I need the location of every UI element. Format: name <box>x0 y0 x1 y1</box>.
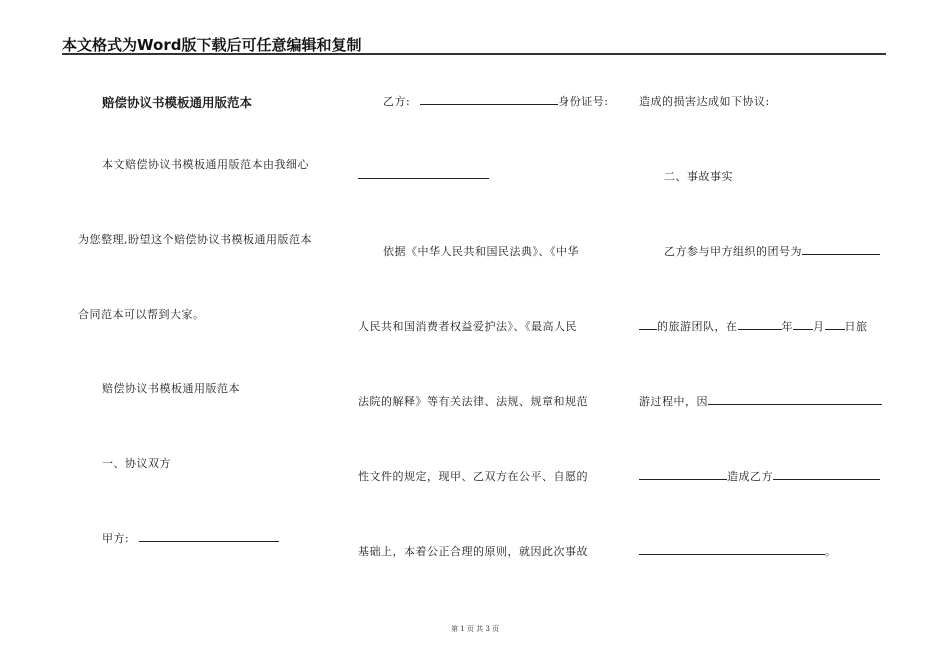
legal-basis-line-5: 基础上，本着公正合理的原则，就因此次事故 <box>358 545 588 558</box>
legal-basis-line-2: 人民共和国消费者权益爱护法》、《最高人民 <box>358 320 577 333</box>
year-blank <box>738 318 782 330</box>
cause-row <box>639 393 882 409</box>
intro-line-3: 合同范本可以帮到大家。 <box>78 308 205 321</box>
damage-blank <box>773 468 880 480</box>
intro-line-1: 本文赔偿协议书模板通用版范本由我细心 <box>102 158 309 171</box>
id-number-blank <box>358 178 489 179</box>
day-blank <box>825 318 845 330</box>
damage-cause-blank <box>639 468 727 480</box>
tour-team-blank <box>639 318 657 330</box>
damage-detail-row <box>639 543 837 559</box>
intro-line-2: 为您整理,盼望这个赔偿协议书模板通用版范本 <box>78 233 312 246</box>
subtitle: 赔偿协议书模板通用版范本 <box>102 382 240 395</box>
legal-basis-line-1: 依据《中华人民共和国民法典》、《中华 <box>383 245 579 258</box>
damage-label: 造成乙方 <box>727 470 773 483</box>
id-number-label: 身份证号: <box>558 95 609 108</box>
damage-detail-blank <box>639 543 825 555</box>
legal-basis-line-4: 性文件的规定，现甲、乙双方在公平、自愿的 <box>358 470 588 483</box>
document-title: 赔偿协议书模板通用版范本 <box>102 95 253 110</box>
month-label: 月 <box>813 320 825 333</box>
document-header: 本文格式为Word版下载后可任意编辑和复制 <box>62 36 362 54</box>
tour-group-blank <box>802 243 880 255</box>
party-a-blank <box>139 530 279 542</box>
section-heading-facts: 二、事故事实 <box>664 170 733 183</box>
damage-detail-end: 。 <box>825 545 837 558</box>
agreement-intro-line: 造成的损害达成如下协议: <box>639 95 770 108</box>
tour-group-row <box>664 243 880 259</box>
tour-team-label: 的旅游团队，在 <box>657 320 738 333</box>
tour-date-row <box>639 318 868 334</box>
legal-basis-line-3: 法院的解释》等有关法律、法规、规章和规范 <box>358 395 588 408</box>
cause-blank <box>708 393 882 405</box>
header-divider <box>62 53 886 55</box>
cause-label: 游过程中，因 <box>639 395 708 408</box>
year-label: 年 <box>781 320 793 333</box>
section-heading-parties: 一、协议双方 <box>102 457 171 470</box>
day-label: 日旅 <box>844 320 868 333</box>
month-blank <box>793 318 813 330</box>
party-b-blank <box>420 93 558 105</box>
page-footer: 第 1 页 共 3 页 <box>450 625 500 633</box>
party-a-row <box>102 530 279 546</box>
party-a-label: 甲方: <box>102 532 130 545</box>
tour-group-label: 乙方参与甲方组织的团号为 <box>664 245 802 258</box>
damage-row <box>639 468 880 484</box>
party-b-label: 乙方: <box>383 95 411 108</box>
party-b-row <box>383 93 608 109</box>
